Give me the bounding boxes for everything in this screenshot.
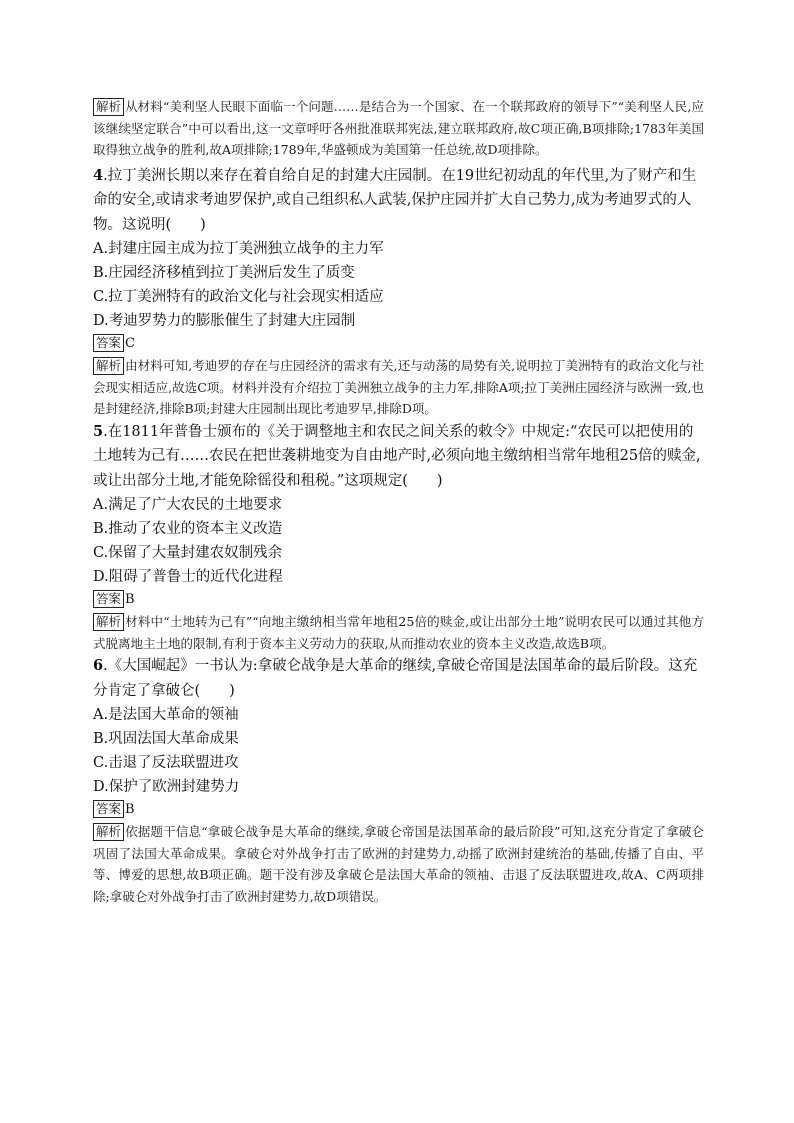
q6-option-b: B.巩固法国大革命成果: [93, 731, 239, 747]
q6-analysis: [93, 821, 704, 907]
q5-stem: [93, 420, 704, 494]
q4-stem: [93, 164, 704, 238]
q6-answer: [93, 799, 704, 821]
q4-option-b: B.庄园经济移植到拉丁美洲后发生了质变: [93, 265, 355, 281]
q5-analysis: [93, 611, 704, 654]
answer-tag: 答案: [93, 590, 124, 608]
q6-stem-text: .《大国崛起》一书认为:拿破仑战争是大革命的继续,拿破仑帝国是法国革命的最后阶段。这充分肯定了拿破仑( ): [93, 658, 698, 699]
q5-number: 5: [93, 422, 104, 440]
q4-option-a: A.封建庄园主成为拉丁美洲独立战争的主力军: [93, 241, 384, 257]
q4-stem-text: .拉丁美洲长期以来存在着自给自足的封建大庄园制。在19世纪初动乱的年代里,为了财产和生命的安全,或请求考迪罗保护,或自己组织私人武装,保护庄园并扩大自己势力,成为考迪罗式的人物。这说明( ): [93, 167, 697, 233]
analysis-tag: 解析: [93, 613, 124, 631]
analysis-tag: 解析: [93, 357, 124, 375]
q4-number: 4: [93, 166, 104, 184]
q5-answer-value: B: [125, 592, 135, 607]
q5-option-b: B.推动了农业的资本主义改造: [93, 521, 283, 537]
q4-analysis: [93, 355, 704, 420]
q6-option-c: C.击退了反法联盟进攻: [93, 755, 239, 771]
q4-answer: [93, 333, 704, 355]
answer-tag: 答案: [93, 800, 124, 818]
q5-stem-text: .在1811年普鲁士颁布的《关于调整地主和农民之间关系的敕令》中规定:“农民可以把使用的土地转为己有……农民在把世袭耕地变为自由地产时,必须向地主缴纳相当常年地租25倍的赎金,或让出部分土地,才能免除徭役和租税。”这项规定( ): [93, 423, 701, 489]
answer-tag: 答案: [93, 334, 124, 352]
analysis-tag: 解析: [93, 823, 124, 841]
q6-number: 6: [93, 657, 104, 674]
q5-option-a: A.满足了广大农民的土地要求: [93, 497, 283, 513]
q5-option-c: C.保留了大量封建农奴制残余: [93, 545, 283, 561]
q5-option-d: D.阻碍了普鲁士的近代化进程: [93, 569, 283, 585]
q6-analysis-text: 依据题干信息“拿破仑战争是大革命的继续,拿破仑帝国是法国革命的最后阶段”可知,这充分肯定了拿破仑巩固了法国大革命成果。拿破仑对外战争打击了欧洲的封建势力,动摇了欧洲封建统治的基础,传播了自由、平等、博爱的思想,故B项正确。题干没有涉及拿破仑是法国大革命的领袖、击退了反法联盟进攻,故A、C两项排除;拿破仑对外战争打击了欧洲封建势力,故D项错误。: [93, 824, 704, 904]
analysis-tag: 解析: [93, 98, 124, 116]
q6-answer-value: B: [125, 802, 135, 817]
q5-answer: [93, 589, 704, 611]
q5-analysis-text: 材料中“土地转为己有”“向地主缴纳相当常年地租25倍的赎金,或让出部分土地”说明农民可以通过其他方式脱离地主土地的限制,有利于资本主义劳动力的获取,从而推动农业的资本主义改造,故选B项。: [93, 614, 704, 651]
q6-stem: [93, 654, 704, 703]
q6-option-a: A.是法国大革命的领袖: [93, 707, 239, 723]
q4-analysis-text: 由材料可知,考迪罗的存在与庄园经济的需求有关,还与动荡的局势有关,说明拉丁美洲特有的政治文化与社会现实相适应,故选C项。材料并没有介绍拉丁美洲独立战争的主力军,排除A项;拉丁美洲庄园经济与欧洲一致,也是封建经济,排除B项;封建大庄园制出现比考迪罗早,排除D项。: [93, 358, 704, 416]
q6-option-d: D.保护了欧洲封建势力: [93, 779, 240, 795]
q4-option-c: C.拉丁美洲特有的政治文化与社会现实相适应: [93, 289, 384, 305]
q3-analysis-text: 从材料“美利坚人民眼下面临一个问题……是结合为一个国家、在一个联邦政府的领导下”“美利坚人民,应该继续坚定联合”中可以看出,这一文章呼吁各州批准联邦宪法,建立联邦政府,故C项正确,B项排除;1783年美国取得独立战争的胜利,故A项排除;1789年,华盛顿成为美国第一任总统,故D项排除。: [93, 99, 704, 157]
q3-analysis: [93, 96, 704, 161]
q4-option-d: D.考迪罗势力的膨胀催生了封建大庄园制: [93, 313, 356, 329]
q4-answer-value: C: [125, 336, 135, 351]
